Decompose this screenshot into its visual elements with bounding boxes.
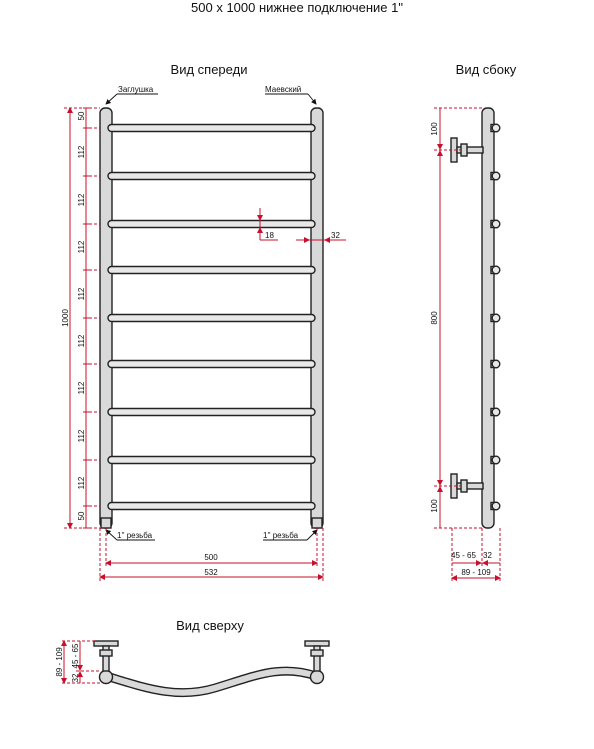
rung	[108, 221, 315, 228]
rungs	[108, 125, 315, 510]
drawing-title: 500 x 1000 нижнее подключение 1"	[191, 0, 403, 15]
front-view-heading: Вид спереди	[170, 62, 248, 77]
rung	[108, 457, 315, 464]
dim-riser-32: 32	[331, 231, 340, 240]
left-connection	[101, 518, 111, 528]
side-rung-end	[492, 502, 500, 510]
side-rung-end	[492, 314, 500, 322]
rung	[108, 315, 315, 322]
top-view	[55, 641, 329, 693]
side-rung-end	[492, 408, 500, 416]
right-connection	[312, 518, 322, 528]
plug-leader	[106, 94, 158, 104]
dim-rung-18: 18	[265, 231, 274, 240]
rung	[108, 267, 315, 274]
side-dim-total: 89 - 109	[461, 568, 491, 577]
top-dim-riser: 32	[71, 673, 80, 683]
side-rung-end	[492, 220, 500, 228]
side-rung-end	[492, 124, 500, 132]
side-rung-end	[492, 172, 500, 180]
pitch-label: 112	[77, 476, 86, 490]
side-dim-bottom-100: 100	[430, 499, 439, 513]
pitch-label: 112	[77, 429, 86, 443]
side-dim-800: 800	[430, 311, 439, 325]
plug-label: Заглушка	[118, 85, 154, 94]
pitch-label: 112	[77, 193, 86, 207]
side-view	[430, 108, 500, 582]
mayevsky-leader	[265, 94, 316, 104]
pitch-labels	[77, 145, 86, 489]
rung	[108, 125, 315, 132]
top-dim-gap: 45 - 65	[71, 643, 80, 669]
side-rung-end	[492, 456, 500, 464]
dim-width-532: 532	[204, 568, 218, 577]
front-view	[61, 85, 346, 582]
side-dim-gap: 45 - 65	[451, 551, 476, 560]
pitch-label: 112	[77, 287, 86, 301]
top-left-riser	[100, 671, 113, 684]
side-dim-top-100: 100	[430, 122, 439, 136]
pitch-label: 112	[77, 381, 86, 395]
pitch-label: 112	[77, 240, 86, 254]
thread-right-label: 1'' резьба	[263, 531, 299, 540]
pitch-label: 112	[77, 334, 86, 348]
rung	[108, 361, 315, 368]
rung	[108, 503, 315, 510]
rung	[108, 409, 315, 416]
side-view-heading: Вид сбоку	[455, 62, 517, 77]
dim-height-1000: 1000	[61, 309, 70, 327]
side-dim-riser: 32	[483, 551, 492, 560]
top-right-bracket	[305, 641, 329, 671]
dim-width-500: 500	[204, 553, 218, 562]
rung	[108, 173, 315, 180]
top-left-bracket	[94, 641, 118, 671]
top-right-riser	[311, 671, 324, 684]
side-rung-end	[492, 360, 500, 368]
dim-top-50: 50	[77, 111, 86, 121]
pitch-label: 112	[77, 145, 86, 159]
top-view-heading: Вид сверху	[176, 618, 244, 633]
side-rung-end	[492, 266, 500, 274]
thread-left-label: 1'' резьба	[117, 531, 153, 540]
top-dim-total: 89 - 109	[55, 647, 64, 677]
dim-bottom-50: 50	[77, 511, 86, 521]
mayevsky-label: Маевский	[265, 85, 302, 94]
